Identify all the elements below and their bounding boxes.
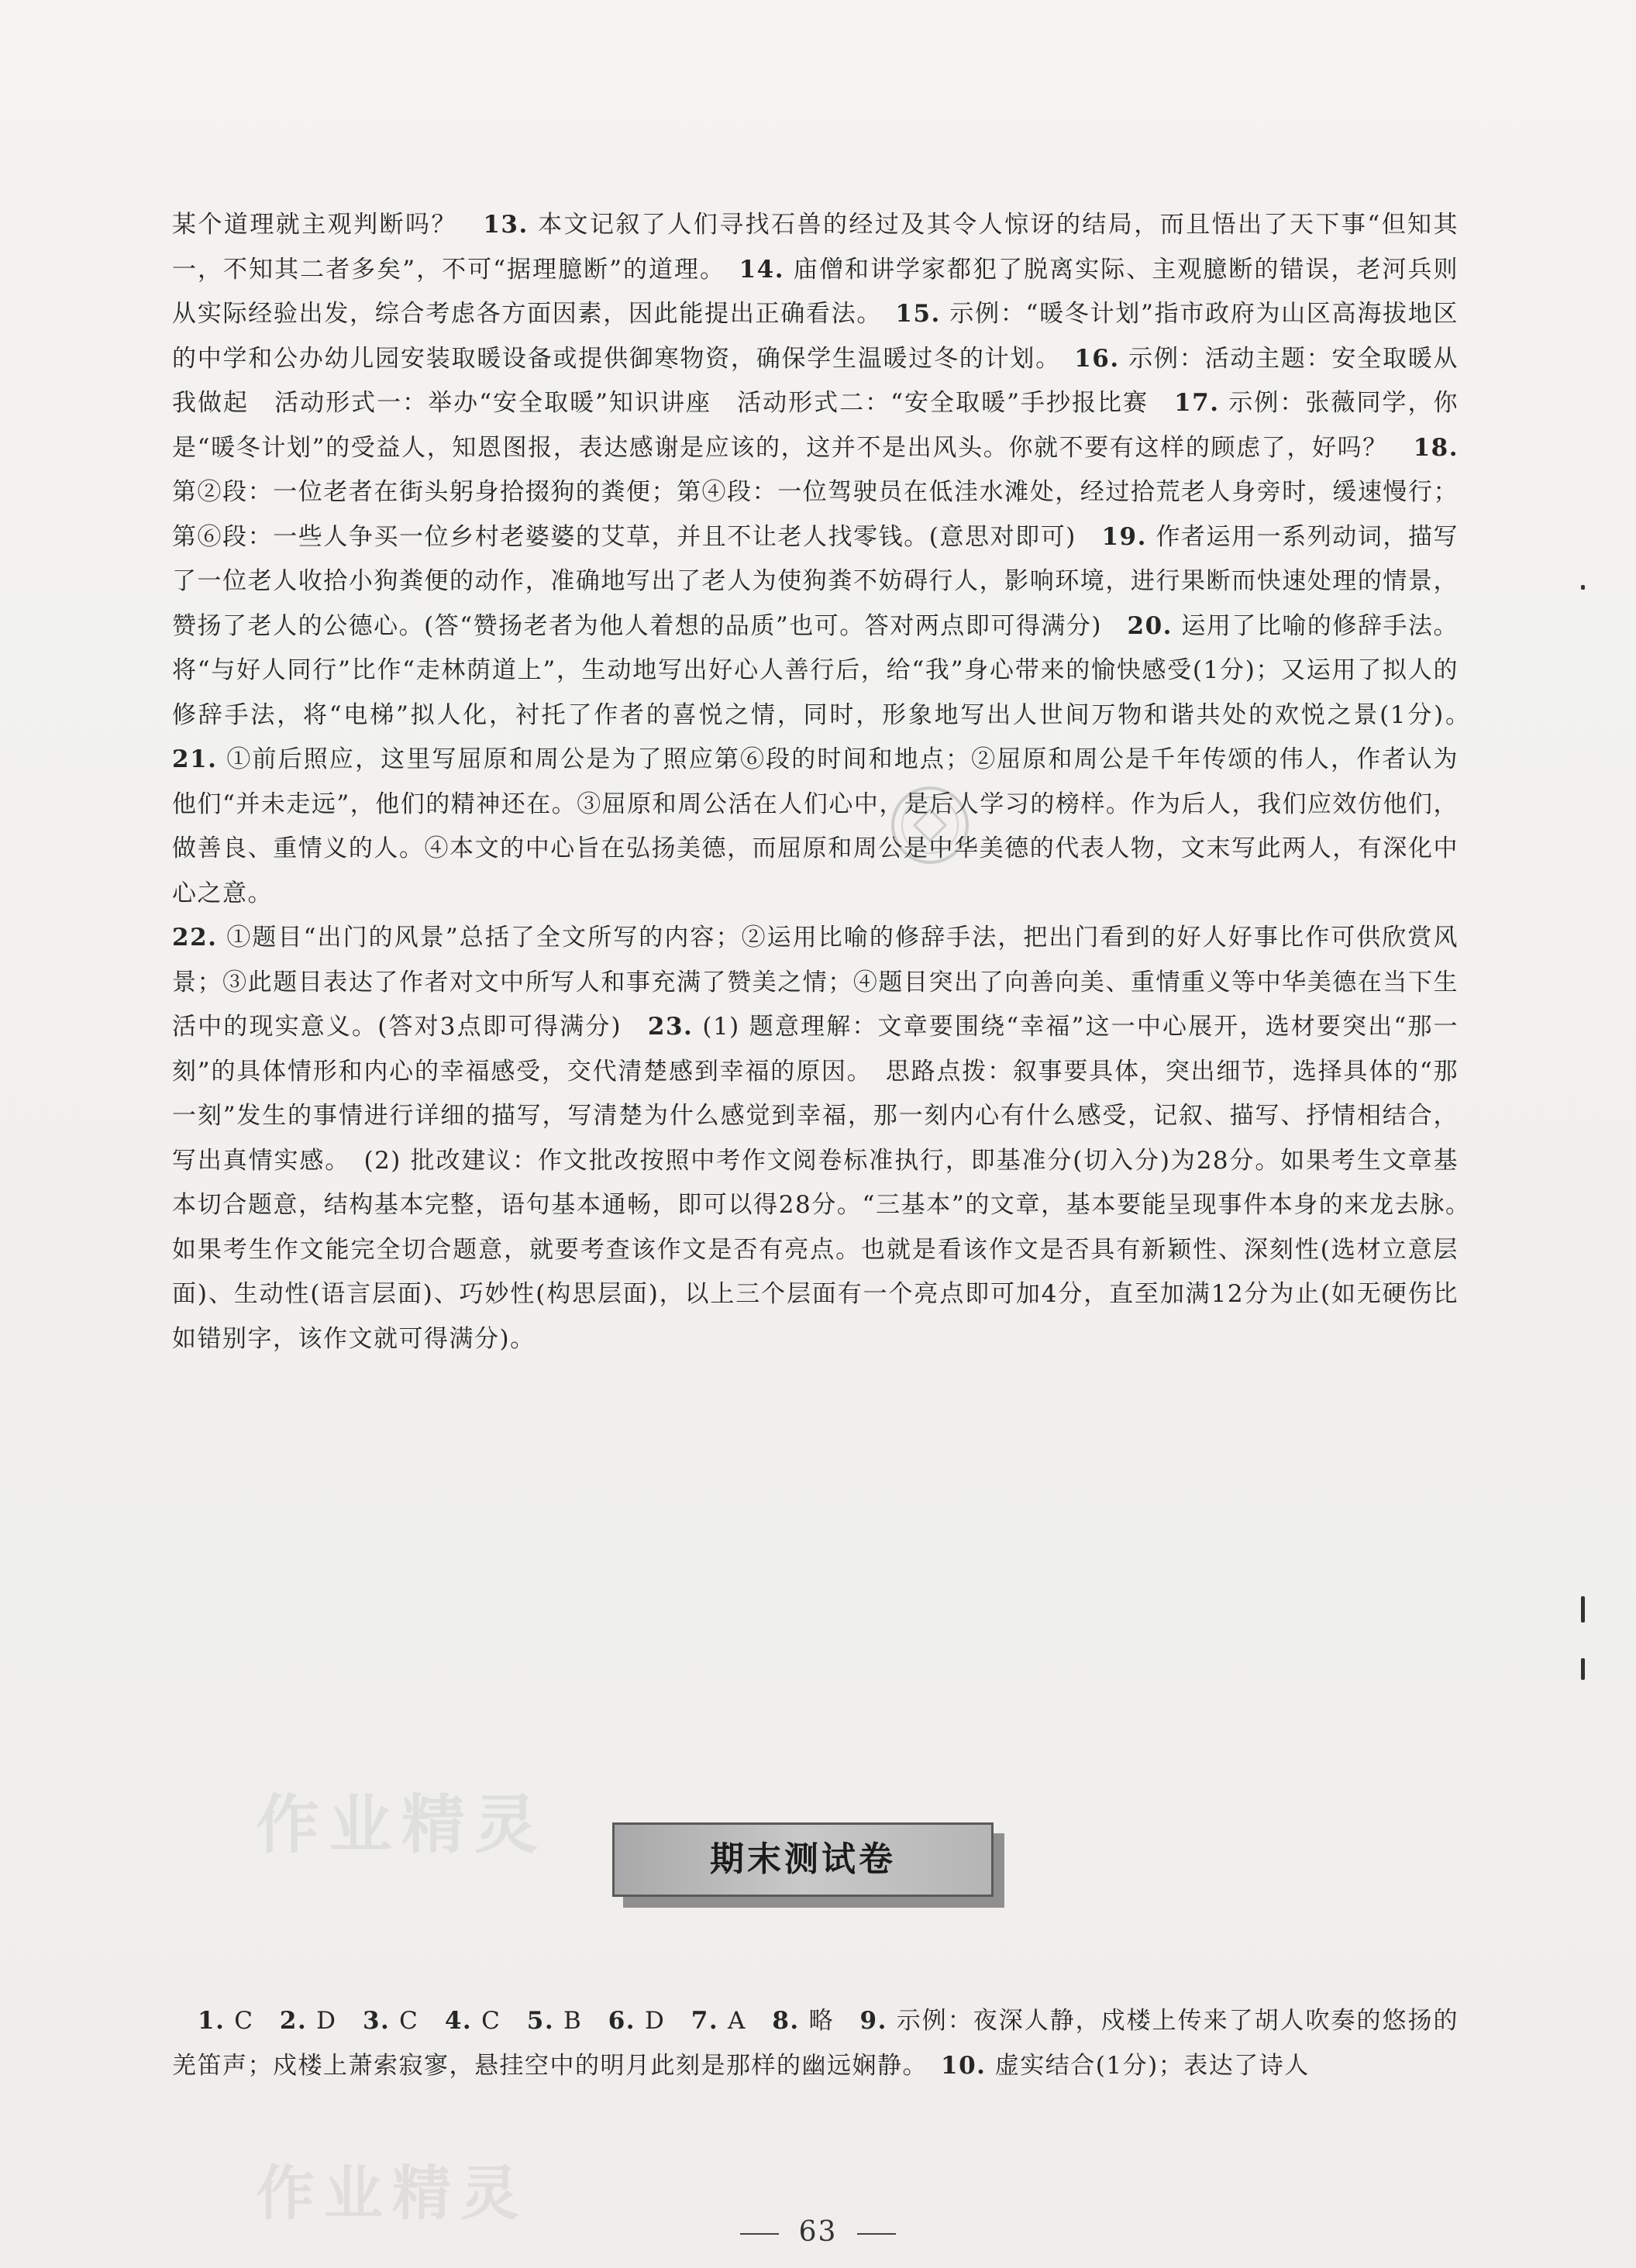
- question-number: 5.: [526, 2007, 555, 2035]
- answer-text: [172, 2007, 198, 2035]
- answer-text: 示例：张薇同学，你是“暖冬计划”的受益人，知恩图报，表达感谢是应该的，这并不是出风头。你就不要有这样的顾虑了，好吗？: [172, 389, 1459, 462]
- answer-text: A: [718, 2007, 773, 2035]
- question-number: 2.: [279, 2007, 308, 2035]
- answer-text: C: [225, 2007, 280, 2035]
- answer-text-bottom: [172, 1999, 1459, 2088]
- answer-text: ①前后照应，这里写屈原和周公是为了照应第⑥段的时间和地点；②屈原和周公是千年传颂的伟人，作者认为他们“并未走远”，他们的精神还在。③屈原和周公活在人们心中，是后人学习的榜样。作为后人，我们应效仿他们，做善良、重情义的人。④本文的中心旨在弘扬美德，而屈原和周公是中华美德的代表人物，文末写此两人，有深化中心之意。: [172, 745, 1459, 907]
- answer-text: 本文记叙了人们寻找石兽的经过及其令人惊讶的结局，而且悟出了天下事“但知其一，不知其二者多矣”，不可“据理臆断”的道理。: [172, 211, 1459, 284]
- answer-text: (1) 题意理解：文章要围绕“幸福”这一中心展开，选材要突出“那一刻”的具体情形和内心的幸福感受，交代清楚感到幸福的原因。 思路点拨：叙事要具体，突出细节，选择具体的“那一刻”发生的事情进行详细的描写，写清楚为什么感觉到幸福，那一刻内心有什么感受，记叙、描写、抒情相结合，写出真情实感。 (2) 批改建议：作文批改按照中考作文阅卷标准执行，即基准分(切入分)为28分。如果考生文章基本切合题意，结构基本完整，语句基本通畅，即可以得28分。“三基本”的文章，基本要能呈现事件本身的来龙去脉。 如果考生作文能完全切合题意，就要考查该作文是否有亮点。也就是看该作文是否具有新颖性、深刻性(选材立意层面)、生动性(语言层面)、巧妙性(构思层面)，以上三个层面有一个亮点即可加4分，直至加满12分为止(如无硬伤比如错别字，该作文就可得满分)。: [172, 1013, 1484, 1353]
- margin-mark: [1581, 1658, 1585, 1680]
- question-number: 15.: [895, 300, 941, 328]
- answer-text: 示例：夜深人静，戍楼上传来了胡人吹奏的悠扬的羌笛声；戍楼上萧索寂寥，悬挂空中的明月此刻是那样的幽远娴静。: [172, 2007, 1459, 2080]
- question-number: 16.: [1074, 344, 1120, 373]
- answer-text: C: [390, 2007, 445, 2035]
- margin-mark: [1581, 1596, 1585, 1623]
- margin-mark: [1581, 585, 1585, 590]
- section-header: [612, 1822, 1004, 1908]
- paragraph: [172, 916, 1484, 1361]
- question-number: 7.: [691, 2007, 719, 2035]
- answer-text: 某个道理就主观判断吗？: [172, 211, 484, 239]
- answer-text: 虚实结合(1分)；表达了诗人: [986, 2051, 1310, 2080]
- question-number: 10.: [941, 2051, 987, 2080]
- answer-text-top: [172, 203, 1484, 1361]
- paragraph: [172, 1999, 1459, 2088]
- question-number: 1.: [198, 2007, 226, 2035]
- paragraph: [172, 203, 1484, 916]
- answer-text: 庙僧和讲学家都犯了脱离实际、主观臆断的错误，老河兵则从实际经验出发，综合考虑各方面因素，因此能提出正确看法。: [172, 255, 1459, 328]
- question-number: 23.: [647, 1013, 694, 1041]
- page-number-value: 63: [798, 2216, 838, 2248]
- answer-text: D: [307, 2007, 363, 2035]
- answer-text: 作者运用一系列动词，描写了一位老人收拾小狗粪便的动作，准确地写出了老人为使狗粪不妨碍行人，影响环境，进行果断而快速处理的情景，赞扬了老人的公德心。(答“赞扬老者为他人着想的品质”也可。答对两点即可得满分): [172, 522, 1459, 640]
- question-number: 22.: [172, 924, 218, 952]
- question-number: 4.: [444, 2007, 473, 2035]
- question-number: 14.: [739, 255, 785, 284]
- answer-text: B: [554, 2007, 608, 2035]
- question-number: 18.: [1413, 433, 1459, 462]
- answer-text: 运用了比喻的修辞手法。将“与好人同行”比作“走林荫道上”，生动地写出好心人善行后，给“我”身心带来的愉快感受(1分)；又运用了拟人的修辞手法，将“电梯”拟人化，衬托了作者的喜悦之情，同时，形象地写出人世间万物和谐共处的欢悦之景(1分)。: [172, 611, 1484, 729]
- question-number: 20.: [1127, 611, 1173, 640]
- answer-text: 略: [799, 2007, 860, 2035]
- answer-text: 示例：活动主题：安全取暖从我做起 活动形式一：举办“安全取暖”知识讲座 活动形式二：“安全取暖”手抄报比赛: [172, 344, 1459, 417]
- page-number-dash: [740, 2233, 779, 2235]
- answer-text: 第②段：一位老者在街头躬身拾掇狗的粪便；第④段：一位驾驶员在低洼水滩处，经过拾荒老人身旁时，缓速慢行；第⑥段：一些人争买一位乡村老婆婆的艾草，并且不让老人找零钱。(意思对即可): [172, 433, 1468, 551]
- question-number: 6.: [608, 2007, 636, 2035]
- answer-text: ①题目“出门的风景”总括了全文所写的内容；②运用比喻的修辞手法，把出门看到的好人好事比作可供欣赏风景；③此题目表达了作者对文中所写人和事充满了赞美之情；④题目突出了向善向美、重情重义等中华美德在当下生活中的现实意义。(答对3点即可得满分): [172, 924, 1459, 1041]
- answer-text: 示例：“暖冬计划”指市政府为山区高海拔地区的中学和公办幼儿园安装取暖设备或提供御寒物资，确保学生温暖过冬的计划。: [172, 300, 1459, 373]
- page-number-dash: [857, 2233, 896, 2235]
- question-number: 9.: [859, 2007, 887, 2035]
- question-number: 21.: [172, 745, 218, 773]
- answer-text: D: [635, 2007, 691, 2035]
- question-number: 3.: [362, 2007, 391, 2035]
- section-title: 期末测试卷: [710, 1840, 896, 1879]
- question-number: 17.: [1174, 389, 1220, 417]
- question-number: 13.: [483, 211, 529, 239]
- watermark: 作业精灵: [256, 2159, 529, 2228]
- question-number: 19.: [1101, 522, 1147, 551]
- watermark: 作业精灵: [256, 1788, 548, 1862]
- answer-text: C: [472, 2007, 527, 2035]
- page-number: [0, 2216, 1636, 2248]
- question-number: 8.: [772, 2007, 800, 2035]
